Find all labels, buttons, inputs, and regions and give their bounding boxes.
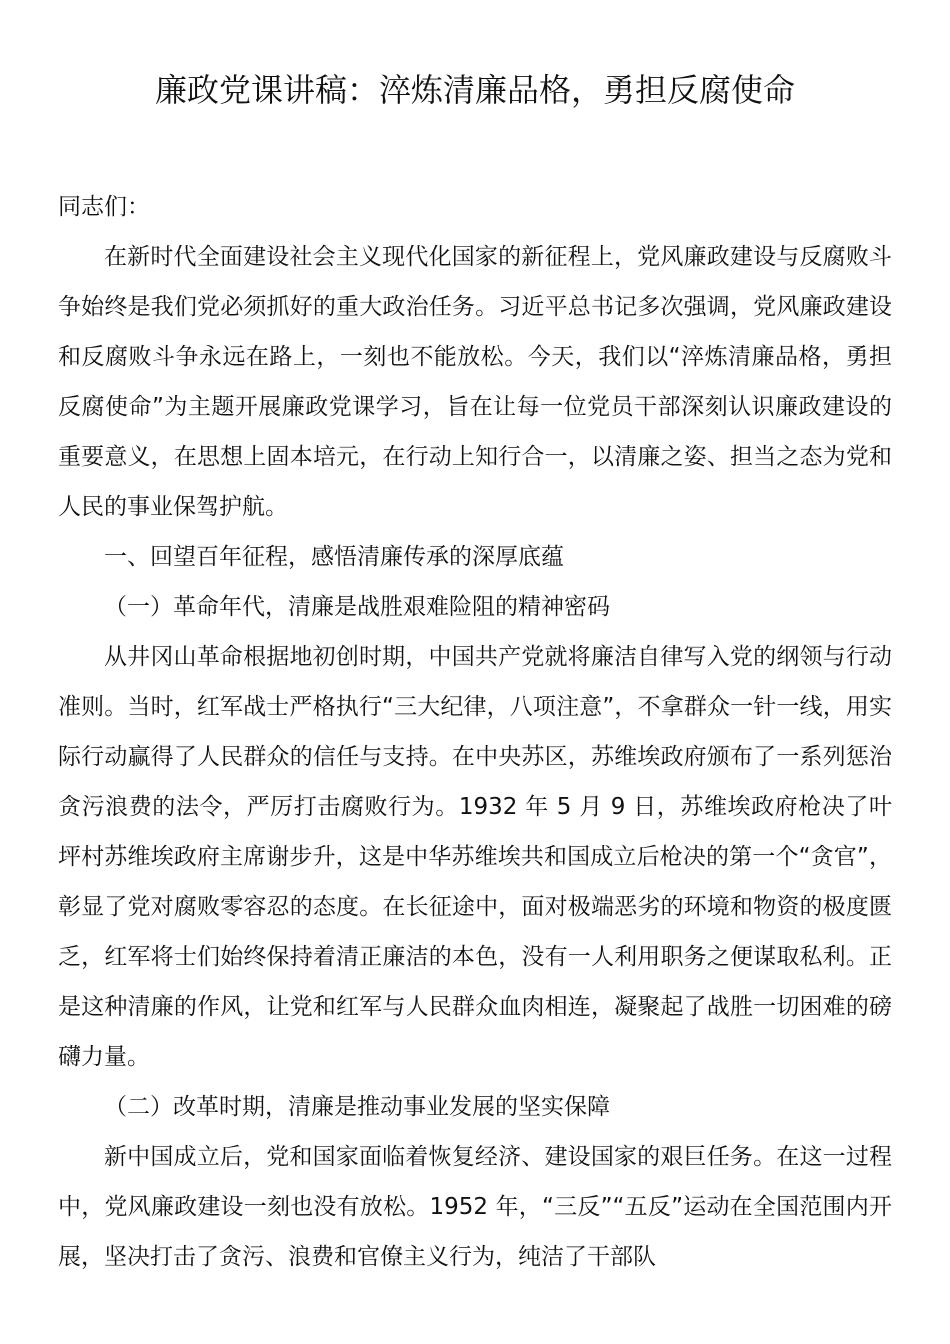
subsection-1-2-heading: （二）改革时期，清廉是推动事业发展的坚实保障: [104, 1094, 610, 1120]
subsection-1-2-paragraph: 新中国成立后，党和国家面临着恢复经济、建设国家的艰巨任务。在这一过程中，党风廉政建设一刻也没有放松。1952 年，“三反”“五反”运动在全国范围内开展，坚决打击了贪污、浪费和官僚主义行为，纯洁了干部队: [58, 1144, 892, 1270]
document-title: 廉政党课讲稿：淬炼清廉品格，勇担反腐使命: [154, 71, 795, 109]
intro-paragraph: 在新时代全面建设社会主义现代化国家的新征程上，党风廉政建设与反腐败斗争始终是我们党必须抓好的重大政治任务。习近平总书记多次强调，党风廉政建设和反腐败斗争永远在路上，一刻也不能放松。今天，我们以“淬炼清廉品格，勇担反腐使命”为主题开展廉政党课学习，旨在让每一位党员干部深刻认识廉政建设的重要意义，在思想上固本培元，在行动上知行合一，以清廉之姿、担当之态为党和人民的事业保驾护航。: [58, 244, 892, 520]
subsection-1-1-paragraph: 从井冈山革命根据地初创时期，中国共产党就将廉洁自律写入党的纲领与行动准则。当时，红军战士严格执行“三大纪律，八项注意”，不拿群众一针一线，用实际行动赢得了人民群众的信任与支持。在中央苏区，苏维埃政府颁布了一系列惩治贪污浪费的法令，严厉打击腐败行为。1932 年 5 月 9 日，苏维埃政府枪决了叶坪村苏维埃政府主席谢步升，这是中华苏维埃共和国成立后枪决的第一个“贪官”，彰显了党对腐败零容忍的态度。在长征途中，面对极端恶劣的环境和物资的极度匮乏，红军将士们始终保持着清正廉洁的本色，没有一人利用职务之便谋取私利。正是这种清廉的作风，让党和红军与人民群众血肉相连，凝聚起了战胜一切困难的磅礴力量。: [58, 644, 892, 1070]
salutation: 同志们：: [58, 194, 150, 220]
section-1-heading: 一、回望百年征程，感悟清廉传承的深厚底蕴: [104, 544, 564, 570]
subsection-1-1-heading: （一）革命年代，清廉是战胜艰难险阻的精神密码: [104, 594, 610, 620]
